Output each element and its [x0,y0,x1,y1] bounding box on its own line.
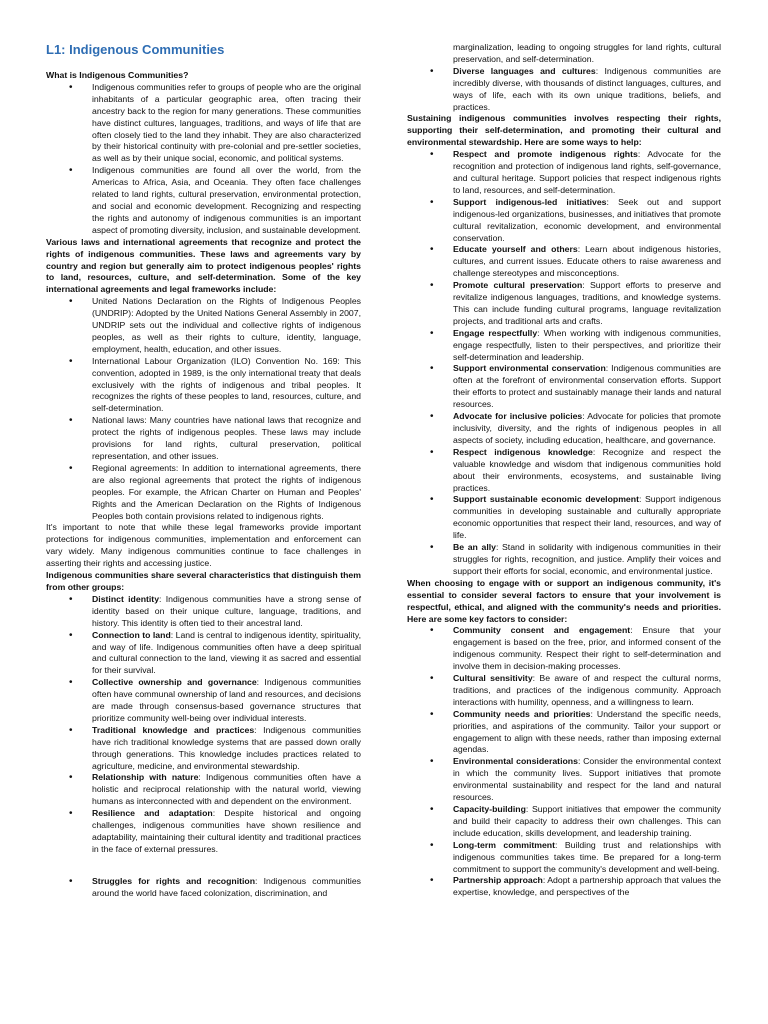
item-lead: Diverse languages and cultures [453,65,596,76]
item-lead: Promote cultural preservation [453,280,583,291]
item-lead: Environmental considerations [453,756,578,767]
item-text: : Support initiatives that empower the community and build their capacity to address their own challenges. This can include education, skills development, and leadership training. [453,804,721,838]
page-title: L1: Indigenous Communities [46,42,225,57]
item-text: : Support indigenous communities in developing sustainable and culturally appropriate economic opportunities that respect their land, resources, and way of life. [453,494,721,541]
list-item [407,411,721,447]
list-item: • United Nations Declaration on the Rights of Indigenous Peoples (UNDRIP): Adopted by the United Nations General Assembly in 2007, UNDRIP sets out the individual and collective rights of indigenous peoples, as well as their rights to culture, identity, language, employment, health, education, and other issues. [46,296,361,356]
list-item [407,447,721,495]
list-item: • National laws: Many countries have national laws that recognize and protect the rights of indigenous peoples. These laws may include provisions for land rights, cultural preservation, political representation, and other issues. [46,415,361,463]
list-item [407,840,721,876]
item-text: : Recognize and respect the valuable knowledge and wisdom that indigenous communities hold about their environments, ecosystems, and sustainable living practices. [453,446,721,493]
laws-intro: Various laws and international agreements that recognize and protect the rights of indigenous communities. These laws and agreements vary by country and region but generally aim to protect indigenous peoples' rights to land, resources, culture, and self-determination. Some of the key international agreements and legal frameworks include: [46,236,361,295]
list-item: • Regional agreements: In addition to international agreements, there are also regional agreements that protect the rights of indigenous peoples. For example, the African Charter on Human and Peoples' Rights and the American Declaration on the Rights of Indigenous Peoples both contain provisions related to indigenous rights. [46,463,361,523]
factors-list [407,625,721,899]
item-text: : Advocate for the recognition and protection of indigenous land rights, self-governance, and cultural heritage. Support policies that respect indigenous rights to land, resources, and self-determination. [453,149,721,195]
item-lead: Respect indigenous knowledge [453,446,593,457]
list-item [407,673,721,709]
characteristics-list-end [407,66,721,114]
list-item [46,808,361,856]
item-lead: Relationship with nature [92,772,199,783]
laws-list [46,296,361,522]
definition-list [46,82,361,237]
item-text: : Land is central to indigenous identity, spirituality, and way of life. Indigenous communities often have a deep spiritual and cultural connection to the land, viewing it as sacred and essential for their survival. [92,629,361,676]
list-item [407,66,721,114]
item-text: : Stand in solidarity with indigenous communities in their struggles for rights, recognition, and justice. Amplify their voices and support their efforts for social, economic, and environmental justice. [453,542,721,576]
laws-note: It's important to note that while these legal frameworks provide important protections for indigenous communities, implementation and enforcement can vary widely. Many indigenous communities continue to face challenges in asserting their rights and accessing justice. [46,522,361,569]
list-item [407,363,721,411]
item-text: : Indigenous communities often have communal ownership of land and resources, and decisions are made through consensus-based governance structures that prioritize community well-being over individual interests. [92,677,362,723]
item-text: : Indigenous communities have a strong sense of identity based on their unique culture, language, traditions, and history. This identity is often tied to their ancestral land. [92,593,361,628]
item-text: : Ensure that your engagement is based on the free, prior, and informed consent of the indigenous community. Respect their right to self-determination and involve them in decision-making processes. [453,625,721,672]
item-lead: Be an ally [453,542,496,553]
list-item [407,280,721,328]
item-lead: Resilience and adaptation [92,808,213,819]
item-lead: Cultural sensitivity [453,673,533,684]
item-lead: Support indigenous-led initiatives [453,196,607,207]
list-item [46,594,361,630]
item-lead: Long-term commitment [453,839,556,850]
item-text: : Seek out and support indigenous-led organizations, businesses, and initiatives that promote cultural revitalization, economic development, and environmental conservation. [453,196,721,243]
item-text: : Adopt a partnership approach that values the expertise, knowledge, and perspectives of the [453,875,722,898]
item-text: : When working with indigenous communities, engage respectfully, listen to their perspectives, and prioritize their self-determination and leadership. [453,327,721,362]
ways-list [407,149,721,578]
list-item [407,494,721,542]
item-text: : Building trust and relationships with indigenous communities takes time. Be prepared for a long-term commitment to support the community's development and well-being. [453,839,721,874]
item-text: : Indigenous communities have rich traditional knowledge systems that are passed down orally through generations. This knowledge includes practices related to agriculture, medicine, and environmental stewardship. [92,724,361,771]
item-lead: Connection to land [92,629,171,640]
spacer [46,856,361,876]
item-lead: Traditional knowledge and practices [92,724,255,735]
item-text: : Indigenous communities often have a holistic and reciprocal relationship with the natural world, viewing humans as interconnected with and dependent on the environment. [92,772,361,807]
item-lead: Community needs and priorities [453,708,591,719]
list-item [407,328,721,364]
list-item [407,197,721,245]
item-lead: Partnership approach [453,875,543,886]
list-item [46,630,361,678]
item-lead: Struggles for rights and recognition [92,875,256,886]
item-lead: Advocate for inclusive policies [453,411,583,422]
list-item [407,625,721,673]
list-item [46,677,361,725]
list-item [46,772,361,808]
sustain-intro: Sustaining indigenous communities involves respecting their rights, supporting their self-determination, and promoting their cultural and environmental stewardship. Here are some ways to help: [407,113,721,148]
item-text: : Despite historical and ongoing challenges, indigenous communities have shown resilience and adaptability, maintaining their cultural identity and traditional practices in the face of external pressures. [92,808,361,854]
list-item [407,709,721,757]
item-text: : Advocate for policies that promote inclusivity, diversity, and the rights of indigenous peoples in all aspects of society, including education, healthcare, and governance. [453,411,721,445]
item-lead: Distinct identity [92,593,160,604]
item-text: : Indigenous communities are often at the forefront of environmental conservation efforts. Support their efforts to protect and sustainably manage their lands and natural resources. [453,363,721,410]
list-item [407,875,721,899]
item-text: : Consider the environmental context in which the community lives. Support initiatives that promote environmental sustainability and respect for the land and natural resources. [453,756,721,803]
list-item: • Indigenous communities are found all over the world, from the Americas to Africa, Asia, and Oceania. They often face challenges related to land rights, cultural preservation, environmental protection, and social and economic development. Recognizing and respecting the rights and autonomy of indigenous communities is an important aspect of promoting diversity, inclusion, and sustainable development. [46,165,361,236]
item-lead: Support sustainable economic development [453,494,639,505]
right-column [407,42,721,899]
item-lead: Collective ownership and governance [92,677,257,688]
list-item [407,756,721,804]
characteristics-list [46,594,361,856]
characteristics-intro: Indigenous communities share several characteristics that distinguish them from other groups: [46,570,361,592]
list-item: • International Labour Organization (ILO) Convention No. 169: This convention, adopted in 1989, is the only international treaty that deals exclusively with the rights of indigenous and tribal peoples. It recognizes the rights of these peoples to land, resources, culture, and self-determination. [46,356,361,416]
list-item [407,804,721,840]
item-lead: Community consent and engagement [453,625,631,636]
list-item [46,876,361,900]
section-heading-what-is: What is Indigenous Communities? [46,70,189,80]
list-item [407,244,721,280]
item-text: : Be aware of and respect the cultural norms, traditions, and practices of the indigenous community. Approach interactions with humility, openness, and a willingness to learn. [453,673,722,707]
list-item [407,149,721,197]
item-lead: Engage respectfully [453,327,538,338]
list-item: • Indigenous communities refer to groups of people who are the original inhabitants of a particular geographic area, often tracing their ancestry back to the region for many generations. These communities have distinct cultures, languages, traditions, and ways of life that are often closely tied to the land they inhabit. They are also characterized by their historical continuity with pre-colonial and pre-settler societies, as well as by their unique social, economic, and political systems. [46,82,361,165]
item-lead: Educate yourself and others [453,244,578,255]
list-item [407,542,721,578]
characteristics-list-continued [46,876,361,900]
item-text: : Understand the specific needs, priorities, and aspirations of the community. Tailor your support or engagement to align with these needs, rather than imposing external agendas. [453,708,721,755]
item-lead: Support environmental conservation [453,363,606,374]
item-text: : Support efforts to preserve and revitalize indigenous languages, traditions, and knowledge systems. This can include funding cultural programs, language revitalization projects, and traditional arts and crafts. [453,280,721,326]
continued-text: marginalization, leading to ongoing struggles for land rights, cultural preservation, and self-determination. [453,42,721,64]
list-item [46,725,361,773]
item-lead: Respect and promote indigenous rights [453,149,638,160]
left-column [46,42,361,900]
item-text: : Learn about indigenous histories, cultures, and current issues. Educate others to raise awareness and challenge stereotypes and misconceptions. [453,244,722,279]
item-text: : Indigenous communities around the world have faced colonization, discrimination, and [92,875,361,898]
item-lead: Capacity-building [453,804,526,814]
engage-intro: When choosing to engage with or support an indigenous community, it's essential to consider several factors to ensure that your involvement is respectful, ethical, and aligned with the community's needs and priorities. Here are some key factors to consider: [407,577,721,624]
item-text: : Indigenous communities are incredibly diverse, with thousands of distinct languages, cultures, and ways of life, each with its own unique traditions, beliefs, and practices. [453,65,722,112]
